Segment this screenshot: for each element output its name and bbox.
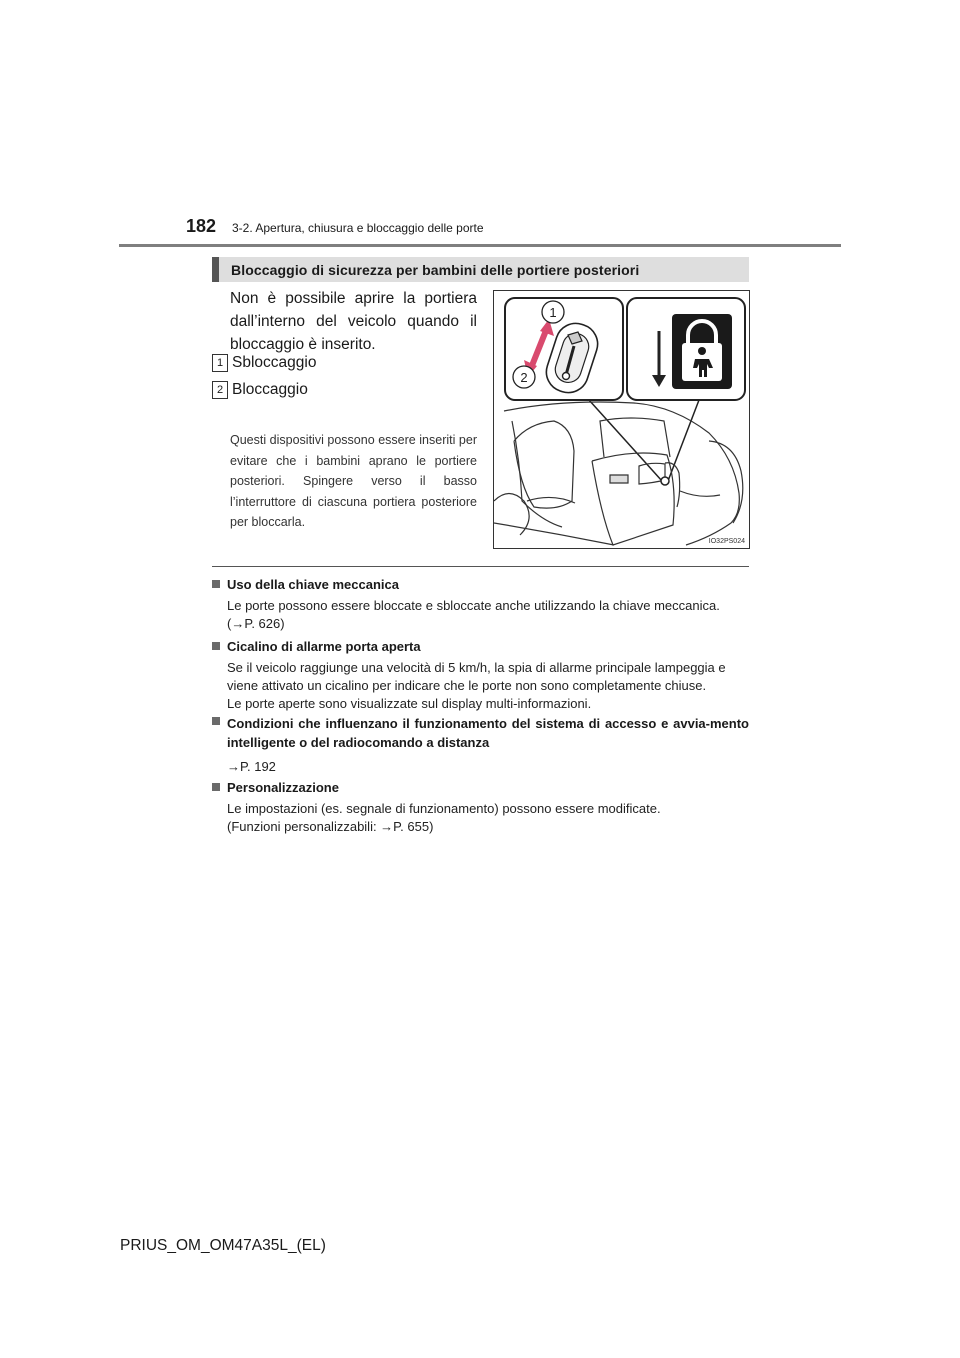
body-line: Se il veicolo raggiunge una velocità di 5 km/h, la spia di allarme principale lampeggia e (227, 660, 726, 675)
subsection-heading (212, 780, 339, 795)
subsection-body (227, 758, 749, 776)
legend-label: Sbloccaggio (232, 354, 317, 371)
section-intro: Non è possibile aprire la portiera dall’interno del veicolo quando il bloccaggio è inserito. (230, 290, 477, 353)
callout-2-icon (513, 366, 535, 388)
car-door-illustration (494, 402, 743, 545)
square-bullet-icon (212, 642, 220, 650)
subsection-heading-text: Uso della chiave meccanica (227, 577, 399, 592)
section-note: Questi dispositivi possono essere inseriti per evitare che i bambini aprano le portiere posteriori. Spingere verso il basso l’interruttore di ciascuna portiera posteriore per bloccarla. (230, 433, 477, 529)
subsection-heading-text: Personalizzazione (227, 780, 339, 795)
section-divider (212, 566, 749, 567)
door-lever-location-icon (661, 477, 669, 485)
square-bullet-icon (212, 717, 220, 725)
figure-code: IO32PS024 (708, 538, 745, 545)
legend-label: Bloccaggio (232, 381, 308, 398)
subsection-body (227, 659, 749, 713)
body-line: Le porte possono essere bloccate e sbloccate anche utilizzando la chiave meccanica. (227, 598, 720, 613)
callout-1-icon (542, 301, 564, 323)
subsection-heading (212, 639, 421, 654)
subsection-heading-text: Cicalino di allarme porta aperta (227, 639, 421, 654)
header-divider (119, 244, 841, 247)
subsection-body (227, 800, 749, 836)
chapter-title: 3-2. Apertura, chiusura e bloccaggio delle porte (232, 221, 484, 235)
body-line: Le impostazioni (es. segnale di funzionamento) possono essere modificate. (227, 801, 661, 816)
subsection-heading (212, 577, 399, 592)
subsection-heading (212, 714, 749, 752)
square-bullet-icon (212, 580, 220, 588)
body-line: (Funzioni personalizzabili: →P. 655) (227, 819, 434, 834)
subsection-heading-text: Condizioni che influenzano il funzionamento del sistema di accesso e avvia-mento intelligente o del radiocomando a distanza (227, 716, 749, 750)
body-line: Le porte aperte sono visualizzate sul display multi-informazioni. (227, 696, 592, 711)
body-line: viene attivato un cicalino per indicare che le porte non sono completamente chiuse. (227, 678, 707, 693)
page-number: 182 (186, 216, 217, 236)
svg-text:1: 1 (549, 305, 557, 320)
child-lock-figure (493, 290, 750, 549)
section-banner (212, 257, 749, 282)
footer-doc-code: PRIUS_OM_OM47A35L_(EL) (120, 1237, 326, 1254)
legend-number: 1 (212, 354, 228, 372)
svg-text:2: 2 (520, 370, 528, 385)
legend-item-lock (212, 381, 308, 399)
square-bullet-icon (212, 783, 220, 791)
section-title: Bloccaggio di sicurezza per bambini delle portiere posteriori (231, 261, 640, 278)
banner-accent-bar (212, 257, 219, 282)
legend-item-unlock (212, 354, 316, 372)
child-lock-illustration (494, 291, 750, 549)
body-line: (→P. 626) (227, 616, 285, 631)
legend-number: 2 (212, 381, 228, 399)
subsection-body (227, 597, 749, 633)
page-reference-link[interactable]: →P. 192 (227, 759, 276, 774)
